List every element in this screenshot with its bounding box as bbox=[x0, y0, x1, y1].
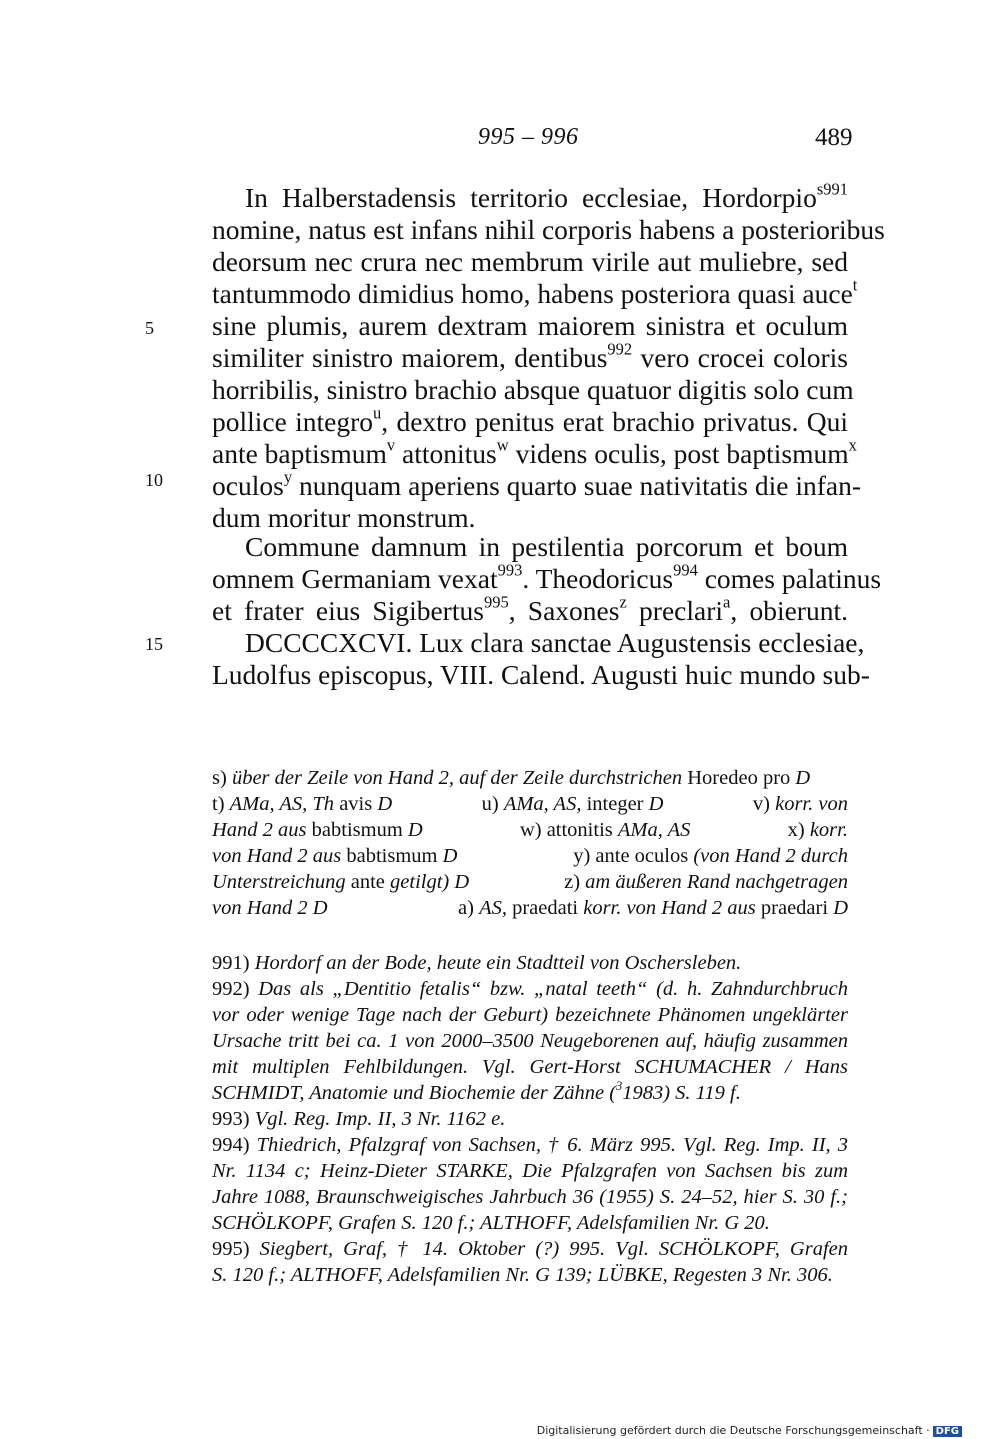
note-995-line: S. 120 f.; ALTHOFF, Adelsfamilien Nr. G 139; LÜBKE, Regesten 3 Nr. 306. bbox=[212, 1264, 833, 1286]
text-line: nomine, natus est infans nihil corporis habens a posterioribus bbox=[212, 214, 885, 245]
page-number: 489 bbox=[815, 124, 853, 151]
text-line: horribilis, sinistro brachio absque quatuor digitis solo cum bbox=[212, 374, 854, 405]
text-line: pollice integro$^u$, dextro penitus erat brachio privatus. Qui bbox=[212, 403, 848, 437]
text-line: Commune damnum in pestilentia porcorum et boum bbox=[245, 531, 848, 562]
credit-text: Digitalisierung gefördert durch die Deutsche Forschungsgemeinschaft · bbox=[536, 1424, 930, 1437]
note-992-line: Ursache tritt bei ca. 1 von 2000–3500 Neugeborenen auf, häufig zusammen bbox=[212, 1030, 848, 1052]
line-number: 10 bbox=[145, 470, 163, 490]
note-991: 991) Hordorf an der Bode, heute ein Stadtteil von Oschersleben. bbox=[212, 952, 742, 974]
apparatus-line: t) AMa, AS, Th avis D u) AMa, AS, integer D v) korr. von bbox=[212, 793, 848, 815]
apparatus-line: s) über der Zeile von Hand 2, auf der Zeile durchstrichen Horedeo pro D bbox=[212, 767, 811, 789]
text-line: dum moritur monstrum. bbox=[212, 502, 476, 533]
running-header-range: 995 – 996 bbox=[478, 124, 579, 150]
note-992: 992) Das als „Dentitio fetalis“ bzw. „natal teeth“ (d. h. Zahndurchbruch bbox=[212, 978, 849, 1000]
text-line: sine plumis, aurem dextram maiorem sinistra et oculum bbox=[212, 310, 848, 341]
note-994: 994) Thiedrich, Pfalzgraf von Sachsen, † 6. März 995. Vgl. Reg. Imp. II, 3 bbox=[212, 1134, 848, 1156]
note-993: 993) Vgl. Reg. Imp. II, 3 Nr. 1162 e. bbox=[212, 1108, 506, 1130]
note-994-line: Jahre 1088, Braunschweigisches Jahrbuch 36 (1955) S. 24–52, hier S. 30 f.; bbox=[212, 1186, 848, 1208]
text-line: tantummodo dimidius homo, habens posteriora quasi auce$^t$ bbox=[212, 275, 858, 309]
text-line: omnem Germaniam vexat$^{993}$. Theodoricus$^{994}$ comes palatinus bbox=[212, 560, 882, 594]
text-line: In Halberstadensis territorio ecclesiae, Hordorpio$^{s991}$ bbox=[245, 179, 848, 213]
note-994-line: SCHÖLKOPF, Grafen S. 120 f.; ALTHOFF, Adelsfamilien Nr. G 20. bbox=[212, 1212, 770, 1234]
text-line: oculos$^y$ nunquam aperiens quarto suae nativitatis die infan- bbox=[212, 467, 861, 501]
line-number: 5 bbox=[145, 318, 154, 338]
note-992-line: mit multiplen Fehlbildungen. Vgl. Gert-Horst SCHUMACHER / Hans bbox=[212, 1056, 848, 1078]
apparatus-line: von Hand 2 aus babtismum D y) ante oculos (von Hand 2 durch bbox=[212, 845, 848, 867]
text-line: ante baptismum$^v$ attonitus$^w$ videns oculis, post baptismum$^x$ bbox=[212, 435, 857, 469]
text-line: et frater eius Sigibertus$^{995}$, Saxones$^z$ preclari$^a$, obierunt. bbox=[212, 592, 848, 626]
apparatus-line: von Hand 2 D a) AS, praedati korr. von Hand 2 aus praedari D bbox=[212, 897, 848, 919]
note-994-line: Nr. 1134 c; Heinz-Dieter STARKE, Die Pfalzgrafen von Sachsen bis zum bbox=[212, 1160, 848, 1182]
apparatus-line: Hand 2 aus babtismum D w) attonitis AMa, AS x) korr. bbox=[212, 819, 848, 841]
line-number: 15 bbox=[145, 634, 163, 654]
note-992-line: SCHMIDT, Anatomie und Biochemie der Zähne ($^3$1983) S. 119 f. bbox=[212, 1078, 741, 1104]
text-line: similiter sinistro maiorem, dentibus$^{992}$ vero crocei coloris bbox=[212, 339, 848, 373]
text-line: DCCCCXCVI. Lux clara sanctae Augustensis ecclesiae, bbox=[245, 627, 865, 658]
dfg-logo: DFG bbox=[933, 1426, 962, 1437]
text-line: deorsum nec crura nec membrum virile aut muliebre, sed bbox=[212, 246, 848, 277]
digitization-credit bbox=[537, 1424, 962, 1437]
note-992-line: vor oder wenige Tage nach der Geburt) bezeichnete Phänomen ungeklärter bbox=[212, 1004, 848, 1026]
text-line: Ludolfus episcopus, VIII. Calend. Augusti huic mundo sub- bbox=[212, 659, 870, 690]
note-995: 995) Siegbert, Graf, † 14. Oktober (?) 995. Vgl. SCHÖLKOPF, Grafen bbox=[212, 1238, 849, 1260]
apparatus-line: Unterstreichung ante getilgt) D z) am äußeren Rand nachgetragen bbox=[212, 871, 848, 893]
